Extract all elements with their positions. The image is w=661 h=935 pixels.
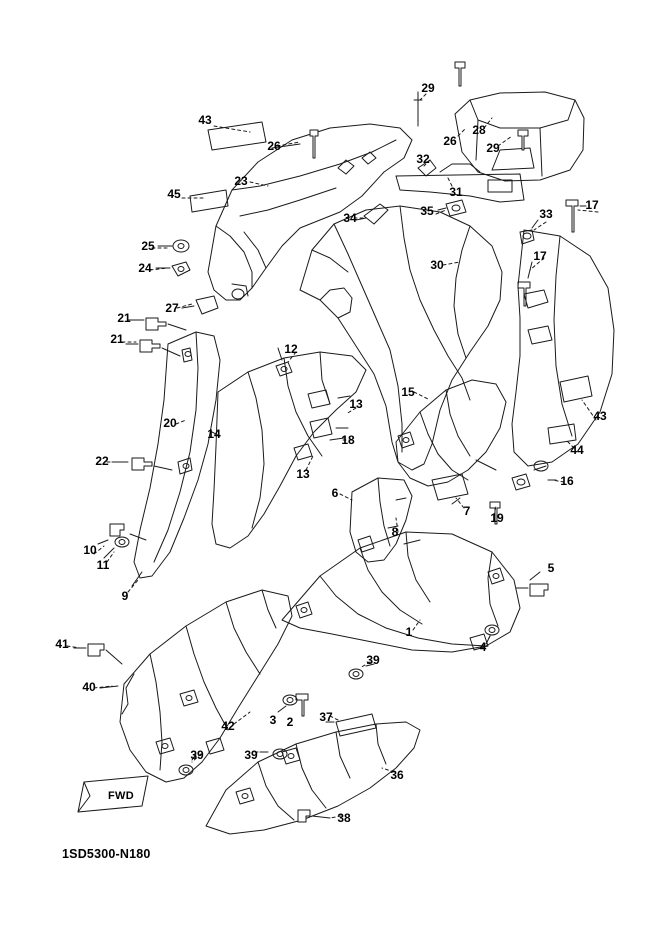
- callout-number-7: 7: [463, 504, 471, 518]
- callout-number-45: 45: [167, 187, 181, 201]
- callout-number-33: 33: [539, 207, 553, 221]
- callout-number-30: 30: [430, 258, 444, 272]
- fwd-direction-label: FWD: [108, 790, 134, 802]
- callout-number-2: 2: [286, 715, 294, 729]
- callout-number-41: 41: [55, 637, 69, 651]
- callout-number-17: 17: [585, 198, 599, 212]
- callout-number-36: 36: [390, 768, 404, 782]
- callout-number-13: 13: [349, 397, 363, 411]
- callout-number-29: 29: [421, 81, 435, 95]
- callout-number-35: 35: [420, 204, 434, 218]
- callout-number-10: 10: [83, 543, 97, 557]
- callout-number-24: 24: [138, 261, 152, 275]
- callout-number-32: 32: [416, 152, 430, 166]
- callout-number-4: 4: [479, 640, 487, 654]
- callout-number-19: 19: [490, 511, 504, 525]
- callout-number-42: 42: [221, 719, 235, 733]
- callout-number-6: 6: [331, 486, 339, 500]
- part-number-code: 1SD5300-N180: [62, 847, 151, 861]
- callout-number-21: 21: [117, 311, 131, 325]
- callout-number-23: 23: [234, 174, 248, 188]
- callout-number-17: 17: [533, 249, 547, 263]
- callout-number-22: 22: [95, 454, 109, 468]
- callout-number-8: 8: [391, 525, 399, 539]
- callout-number-43: 43: [198, 113, 212, 127]
- callout-number-26: 26: [443, 134, 457, 148]
- callout-number-15: 15: [401, 385, 415, 399]
- callout-number-13: 13: [296, 467, 310, 481]
- callout-number-5: 5: [547, 561, 555, 575]
- callout-number-9: 9: [121, 589, 129, 603]
- callout-number-39: 39: [366, 653, 380, 667]
- callout-number-39: 39: [244, 748, 258, 762]
- callout-number-37: 37: [319, 710, 333, 724]
- callout-number-43: 43: [593, 409, 607, 423]
- callout-number-3: 3: [269, 713, 277, 727]
- callout-number-26: 26: [267, 139, 281, 153]
- callout-number-34: 34: [343, 211, 357, 225]
- callout-number-44: 44: [570, 443, 584, 457]
- callout-number-11: 11: [96, 558, 110, 572]
- callout-number-40: 40: [82, 680, 96, 694]
- callout-number-31: 31: [449, 185, 463, 199]
- callout-number-1: 1: [405, 625, 413, 639]
- callout-number-39: 39: [190, 748, 204, 762]
- callout-number-28: 28: [472, 123, 486, 137]
- callout-number-27: 27: [165, 301, 179, 315]
- callout-number-20: 20: [163, 416, 177, 430]
- callout-number-16: 16: [560, 474, 574, 488]
- callout-number-12: 12: [284, 342, 298, 356]
- callout-number-25: 25: [141, 239, 155, 253]
- callout-number-21: 21: [110, 332, 124, 346]
- callout-number-38: 38: [337, 811, 351, 825]
- callout-number-18: 18: [341, 433, 355, 447]
- callout-number-14: 14: [207, 427, 221, 441]
- callout-number-29: 29: [486, 141, 500, 155]
